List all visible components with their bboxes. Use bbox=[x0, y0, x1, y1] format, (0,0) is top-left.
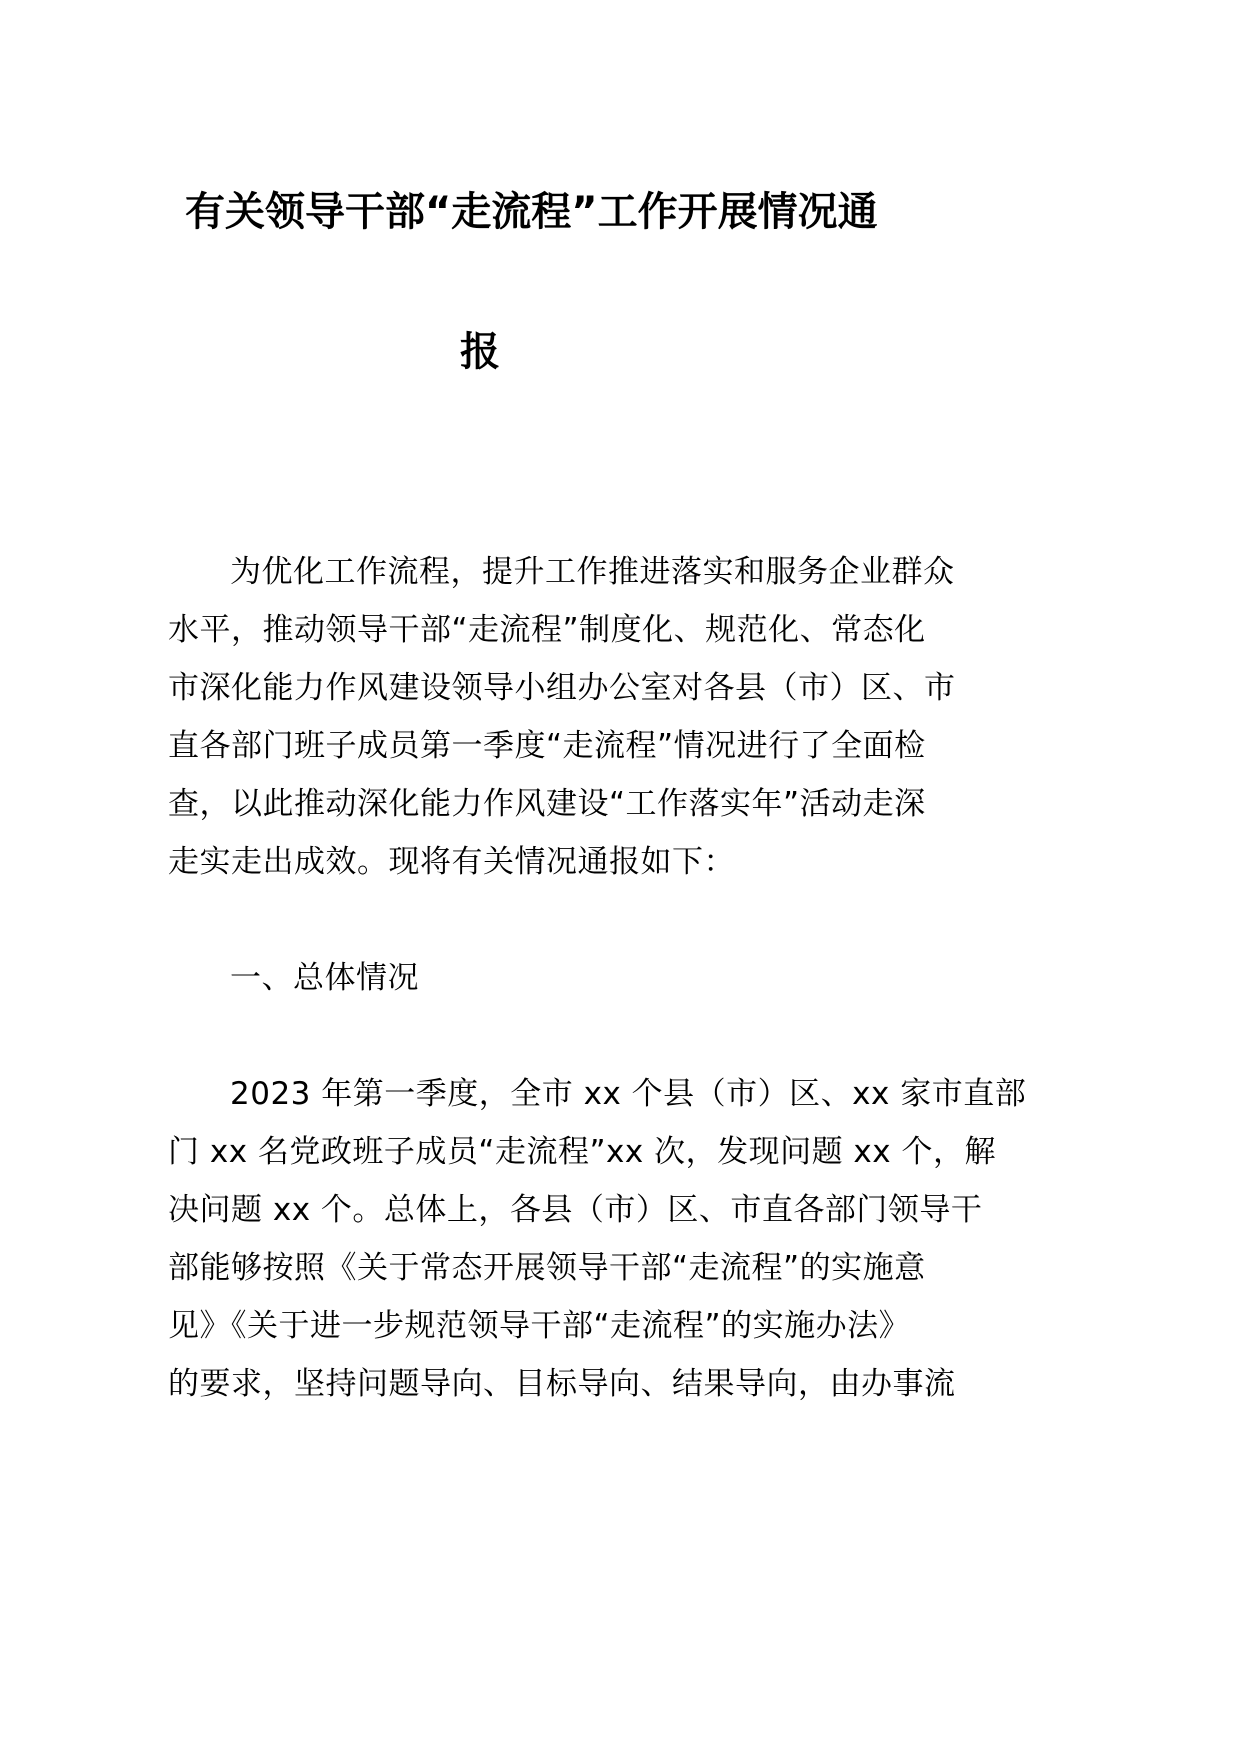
paragraph-line: 决问题 xx 个。总体上，各县（市）区、市直各部门领导干 bbox=[168, 1192, 983, 1228]
document-title-line-1: 有关领导干部“走流程”工作开展情况通 bbox=[185, 189, 878, 235]
paragraph-line: 走实走出成效。现将有关情况通报如下： bbox=[168, 844, 735, 880]
paragraph-line: 水平，推动领导干部“走流程”制度化、规范化、常态化 bbox=[168, 612, 926, 648]
section-heading: 一、总体情况 bbox=[230, 960, 419, 996]
paragraph-line: 为优化工作流程，提升工作推进落实和服务企业群众 bbox=[230, 554, 955, 590]
paragraph-line: 2023 年第一季度，全市 xx 个县（市）区、xx 家市直部 bbox=[230, 1076, 1027, 1112]
paragraph-line: 见》《关于进一步规范领导干部“走流程”的实施办法》 bbox=[168, 1308, 911, 1344]
paragraph-line: 查，以此推动深化能力作风建设“工作落实年”活动走深 bbox=[168, 786, 926, 822]
paragraph-line: 门 xx 名党政班子成员“走流程”xx 次，发现问题 xx 个，解 bbox=[168, 1134, 996, 1170]
paragraph-line: 部能够按照《关于常态开展领导干部“走流程”的实施意 bbox=[168, 1250, 926, 1286]
paragraph-line: 直各部门班子成员第一季度“走流程”情况进行了全面检 bbox=[168, 728, 926, 764]
document-title-line-2: 报 bbox=[460, 329, 500, 375]
paragraph-line: 的要求，坚持问题导向、目标导向、结果导向，由办事流 bbox=[168, 1366, 956, 1402]
paragraph-line: 市深化能力作风建设领导小组办公室对各县（市）区、市 bbox=[168, 670, 956, 706]
